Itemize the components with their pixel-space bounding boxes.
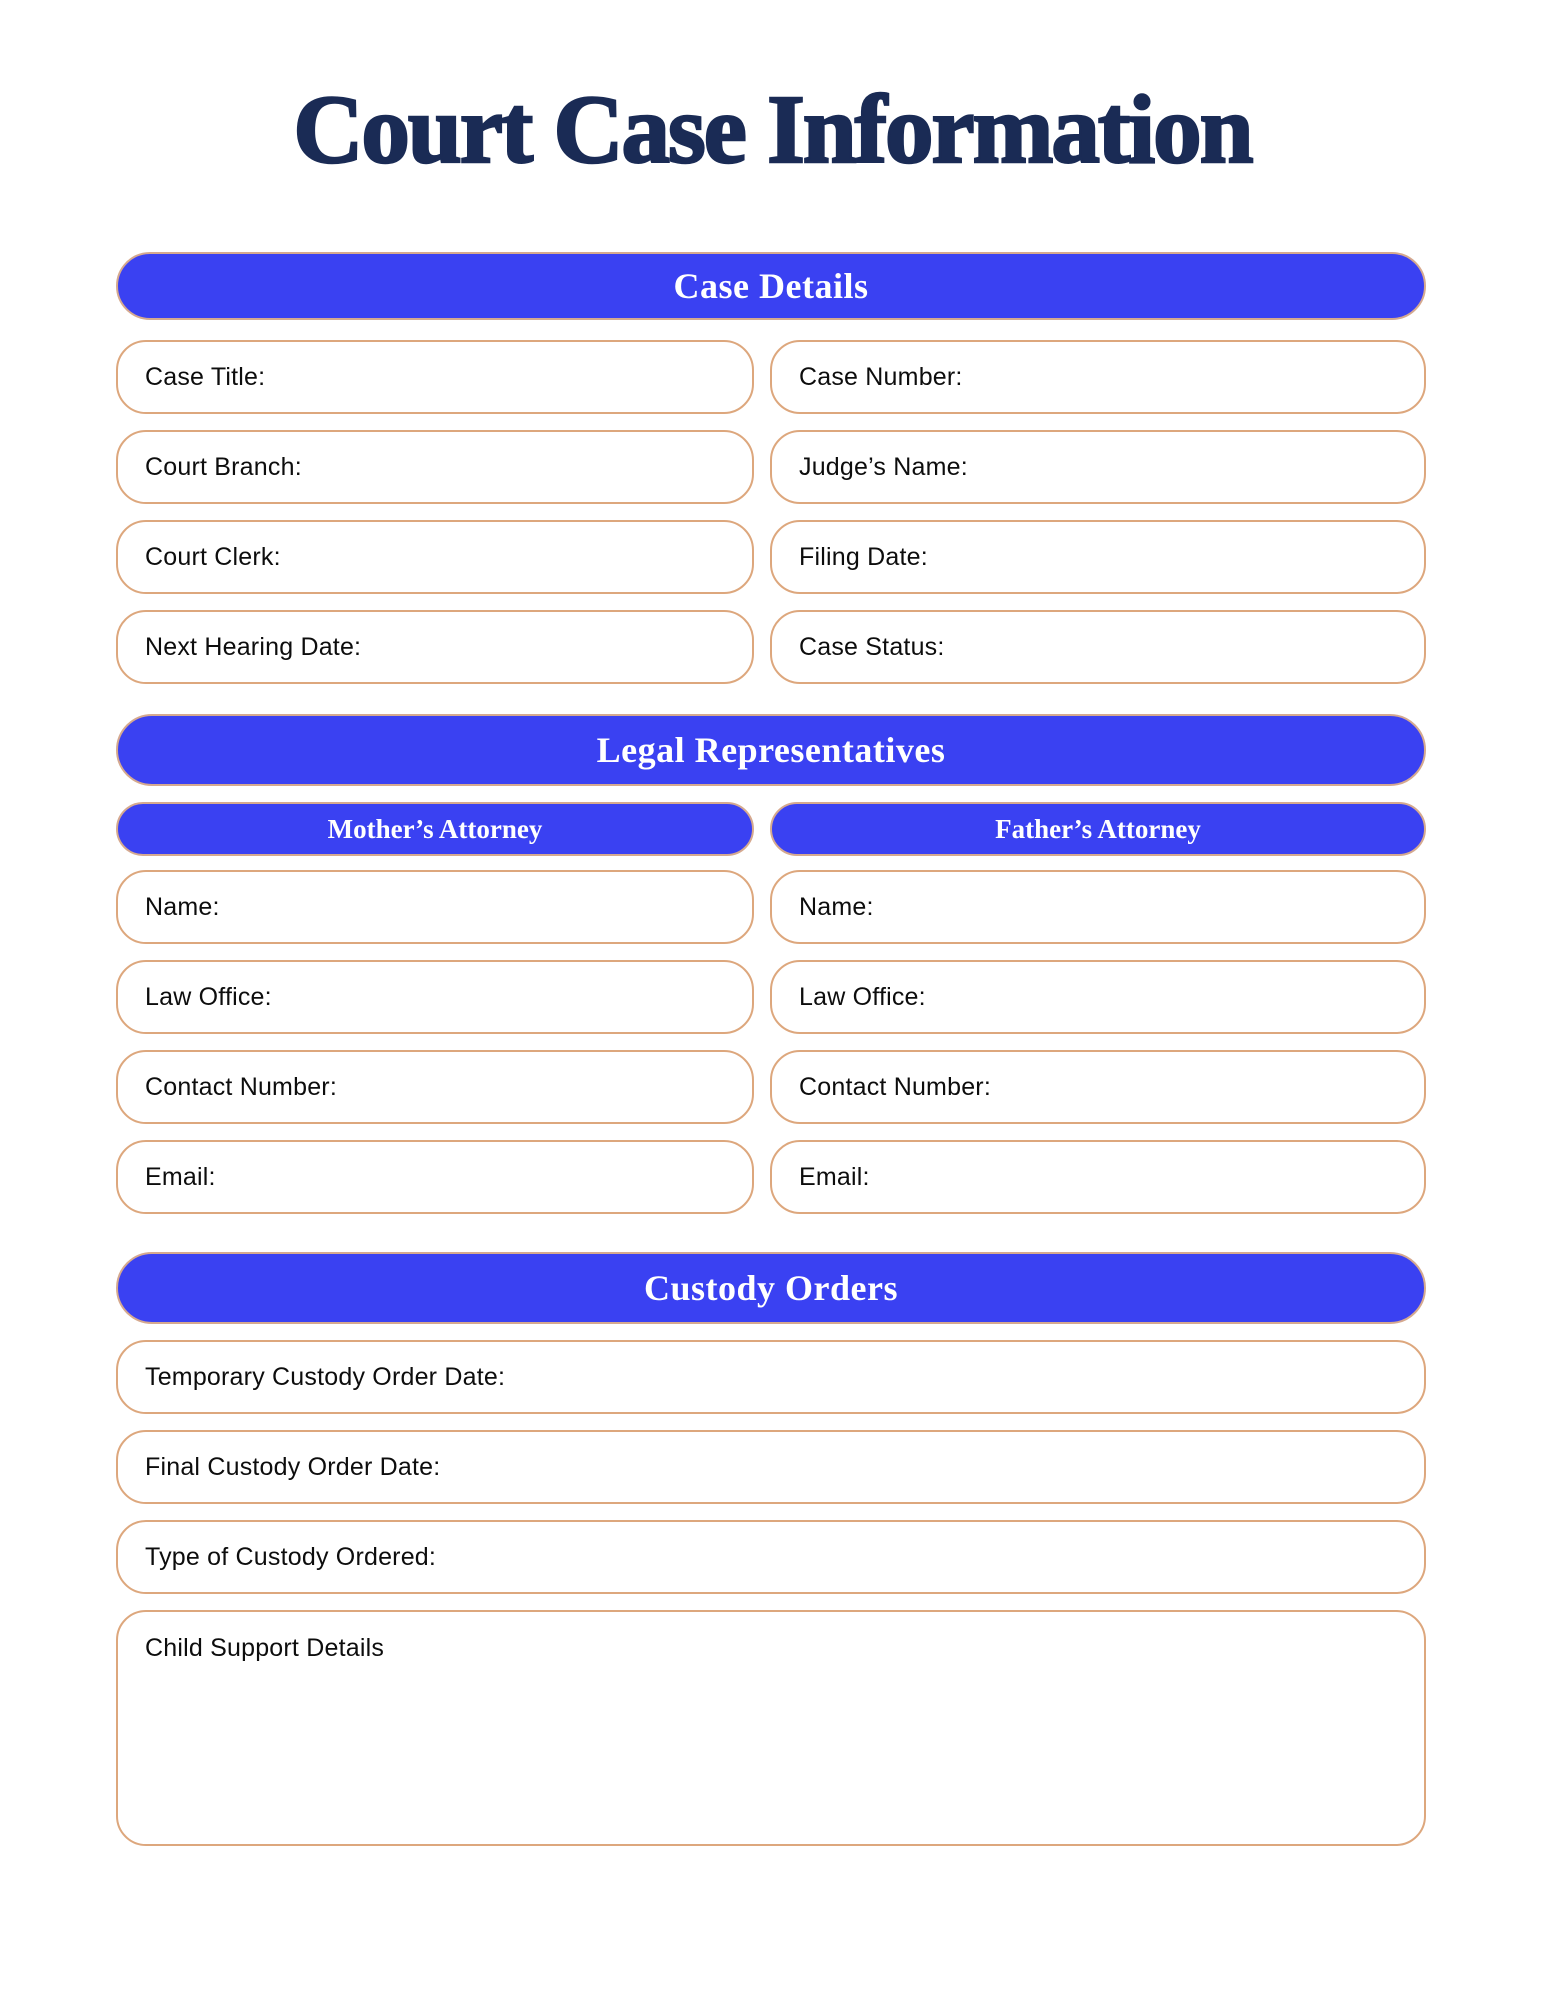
- form-content: [116, 252, 1426, 1846]
- child-support-details-label: Child Support Details: [145, 1634, 385, 1662]
- attorney-headers-row: [116, 802, 1426, 856]
- mother-attorney-contact-number-label: Contact Number:: [145, 1072, 337, 1101]
- mother-attorney-email-label: Email:: [145, 1162, 216, 1191]
- filing-date-field[interactable]: [770, 520, 1426, 594]
- child-support-details-textarea[interactable]: [116, 1610, 1426, 1846]
- next-hearing-date-label: Next Hearing Date:: [145, 632, 362, 661]
- mother-attorney-header: Mother’s Attorney: [116, 802, 754, 856]
- case-title-field[interactable]: [116, 340, 754, 414]
- case-status-field[interactable]: [770, 610, 1426, 684]
- custody-orders-stack: [116, 1340, 1426, 1594]
- father-attorney-name-field[interactable]: [770, 870, 1426, 944]
- case-number-label: Case Number:: [799, 362, 963, 391]
- father-attorney-email-label: Email:: [799, 1162, 870, 1191]
- section-header-legal-representatives: Legal Representatives: [116, 714, 1426, 786]
- mother-attorney-contact-number-field[interactable]: [116, 1050, 754, 1124]
- court-branch-field[interactable]: [116, 430, 754, 504]
- mother-attorney-law-office-field[interactable]: [116, 960, 754, 1034]
- father-attorney-contact-number-field[interactable]: [770, 1050, 1426, 1124]
- temporary-custody-order-date-label: Temporary Custody Order Date:: [145, 1362, 506, 1391]
- father-attorney-law-office-label: Law Office:: [799, 982, 926, 1011]
- father-attorney-contact-number-label: Contact Number:: [799, 1072, 991, 1101]
- mother-attorney-name-label: Name:: [145, 892, 220, 921]
- attorneys-grid: [116, 870, 1426, 1214]
- case-number-field[interactable]: [770, 340, 1426, 414]
- case-title-label: Case Title:: [145, 362, 266, 391]
- final-custody-order-date-field[interactable]: [116, 1430, 1426, 1504]
- type-of-custody-ordered-label: Type of Custody Ordered:: [145, 1542, 437, 1571]
- judges-name-field[interactable]: [770, 430, 1426, 504]
- page-title: Court Case Information: [293, 76, 1252, 183]
- next-hearing-date-field[interactable]: [116, 610, 754, 684]
- final-custody-order-date-label: Final Custody Order Date:: [145, 1452, 441, 1481]
- temporary-custody-order-date-field[interactable]: [116, 1340, 1426, 1414]
- mother-attorney-email-field[interactable]: [116, 1140, 754, 1214]
- mother-attorney-law-office-label: Law Office:: [145, 982, 272, 1011]
- court-clerk-label: Court Clerk:: [145, 542, 281, 571]
- father-attorney-law-office-field[interactable]: [770, 960, 1426, 1034]
- section-header-custody-orders: Custody Orders: [116, 1252, 1426, 1324]
- court-branch-label: Court Branch:: [145, 452, 302, 481]
- father-attorney-email-field[interactable]: [770, 1140, 1426, 1214]
- father-attorney-name-label: Name:: [799, 892, 874, 921]
- case-status-label: Case Status:: [799, 632, 945, 661]
- type-of-custody-ordered-field[interactable]: [116, 1520, 1426, 1594]
- section-header-case-details: Case Details: [116, 252, 1426, 320]
- filing-date-label: Filing Date:: [799, 542, 928, 571]
- mother-attorney-name-field[interactable]: [116, 870, 754, 944]
- court-clerk-field[interactable]: [116, 520, 754, 594]
- case-details-grid: [116, 340, 1426, 684]
- father-attorney-header: Father’s Attorney: [770, 802, 1426, 856]
- judges-name-label: Judge’s Name:: [799, 452, 968, 481]
